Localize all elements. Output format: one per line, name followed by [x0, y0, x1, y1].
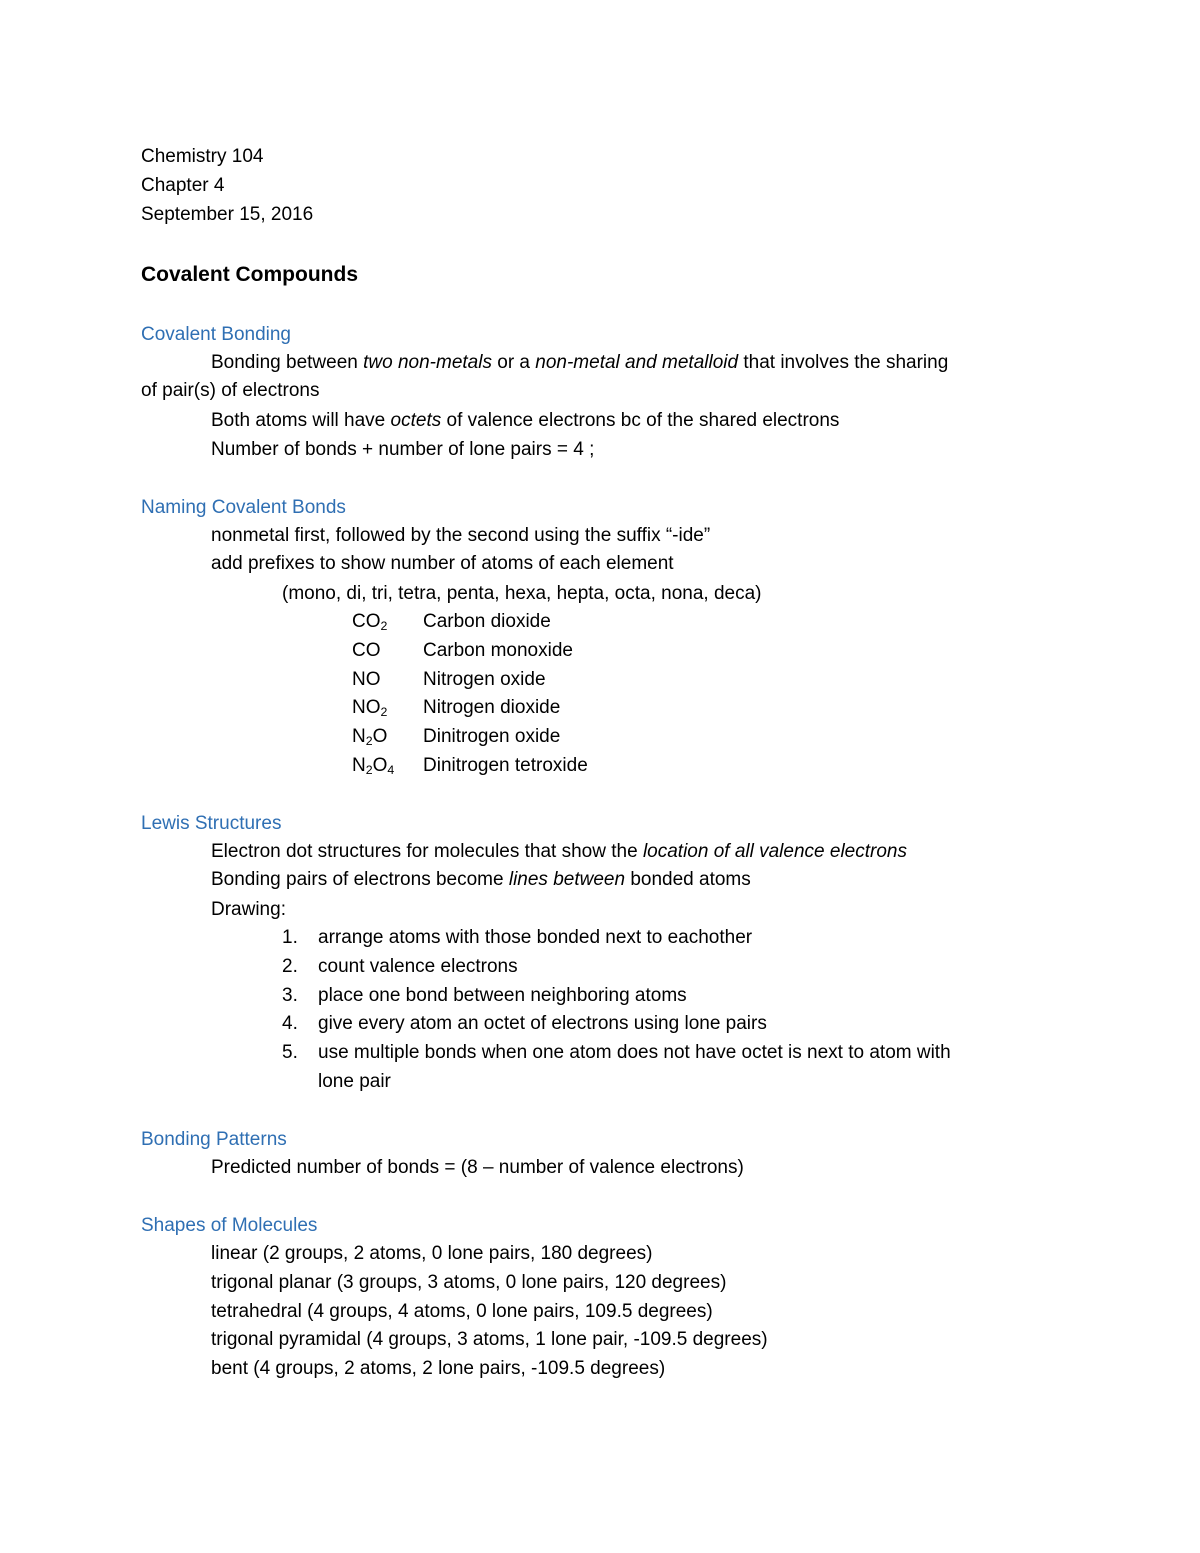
text-italic: two non-metals — [363, 352, 492, 373]
bonding-pairs-note — [211, 870, 751, 889]
heading-lewis-structures: Lewis Structures — [141, 813, 282, 834]
list-item-cont: lone pair — [318, 1071, 391, 1092]
list-number: 1. — [282, 927, 298, 948]
list-number: 5. — [282, 1042, 298, 1063]
formula-text: NO — [352, 697, 381, 718]
formula-subscript: 2 — [380, 619, 388, 634]
heading-covalent-bonding: Covalent Bonding — [141, 324, 291, 345]
formula-text: O — [372, 755, 388, 776]
date-label: September 15, 2016 — [141, 204, 314, 225]
formula-text: N — [352, 755, 366, 776]
lewis-definition — [211, 842, 907, 861]
compound-name: Nitrogen oxide — [423, 669, 546, 690]
heading-bonding-patterns: Bonding Patterns — [141, 1129, 287, 1150]
shape-item: tetrahedral (4 groups, 4 atoms, 0 lone pairs, 109.5 degrees) — [211, 1301, 713, 1322]
compound-formula — [352, 670, 381, 689]
page-title: Covalent Compounds — [141, 263, 359, 286]
covalent-bonding-definition-cont: of pair(s) of electrons — [141, 380, 320, 401]
naming-rule-1: nonmetal first, followed by the second using the suffix “-ide” — [211, 525, 711, 546]
formula-text: N — [352, 726, 366, 747]
heading-shapes-of-molecules: Shapes of Molecules — [141, 1215, 318, 1236]
list-number: 3. — [282, 985, 298, 1006]
compound-formula — [352, 611, 388, 634]
course-name: Chemistry 104 — [141, 146, 264, 167]
bonds-rule: Number of bonds + number of lone pairs = 4 ; — [211, 439, 595, 460]
compound-formula — [352, 641, 381, 660]
prefix-list: (mono, di, tri, tetra, penta, hexa, hepta, octa, nona, deca) — [282, 583, 762, 604]
naming-rule-2: add prefixes to show number of atoms of each element — [211, 553, 674, 574]
list-item: arrange atoms with those bonded next to eachother — [318, 927, 753, 948]
text-segment: or a — [491, 352, 536, 373]
formula-subscript: 4 — [387, 763, 395, 778]
bonds-formula: Predicted number of bonds = (8 – number of valence electrons) — [211, 1157, 744, 1178]
formula-text: NO — [352, 669, 381, 690]
shape-item: trigonal pyramidal (4 groups, 3 atoms, 1 lone pair, -109.5 degrees) — [211, 1329, 768, 1350]
text-segment: Both atoms will have — [211, 410, 391, 431]
compound-name: Nitrogen dioxide — [423, 697, 561, 718]
list-number: 4. — [282, 1013, 298, 1034]
list-number: 2. — [282, 956, 298, 977]
text-segment: Bonding between — [211, 352, 364, 373]
text-italic: location of all valence electrons — [642, 841, 907, 862]
list-item: give every atom an octet of electrons using lone pairs — [318, 1013, 767, 1034]
text-segment: that involves the sharing — [738, 352, 949, 373]
shape-item: bent (4 groups, 2 atoms, 2 lone pairs, -109.5 degrees) — [211, 1358, 666, 1379]
formula-text: O — [372, 726, 388, 747]
compound-name: Dinitrogen tetroxide — [423, 755, 588, 776]
compound-formula — [352, 726, 388, 749]
heading-naming-covalent-bonds: Naming Covalent Bonds — [141, 497, 346, 518]
compound-name: Carbon monoxide — [423, 640, 573, 661]
text-segment: Bonding pairs of electrons become — [211, 869, 509, 890]
octets-note — [211, 411, 839, 430]
formula-text: CO — [352, 640, 381, 661]
compound-name: Carbon dioxide — [423, 611, 551, 632]
compound-formula — [352, 697, 388, 720]
text-italic: non-metal and metalloid — [535, 352, 739, 373]
text-segment: Electron dot structures for molecules that show the — [211, 841, 643, 862]
text-italic: lines between — [508, 869, 626, 890]
formula-subscript: 2 — [380, 705, 388, 720]
formula-text: CO — [352, 611, 381, 632]
compound-formula — [352, 755, 395, 778]
list-item: place one bond between neighboring atoms — [318, 985, 687, 1006]
shape-item: linear (2 groups, 2 atoms, 0 lone pairs, 180 degrees) — [211, 1243, 653, 1264]
text-segment: of valence electrons bc of the shared electrons — [441, 410, 840, 431]
compound-name: Dinitrogen oxide — [423, 726, 561, 747]
shape-item: trigonal planar (3 groups, 3 atoms, 0 lone pairs, 120 degrees) — [211, 1272, 727, 1293]
formula-subscript: 2 — [365, 763, 373, 778]
formula-subscript: 2 — [365, 734, 373, 749]
chapter-label: Chapter 4 — [141, 175, 225, 196]
list-item: use multiple bonds when one atom does not have octet is next to atom with — [318, 1042, 951, 1063]
covalent-bonding-definition — [211, 353, 948, 372]
list-item: count valence electrons — [318, 956, 518, 977]
text-segment: bonded atoms — [625, 869, 751, 890]
drawing-label: Drawing: — [211, 899, 286, 920]
text-italic: octets — [390, 410, 442, 431]
